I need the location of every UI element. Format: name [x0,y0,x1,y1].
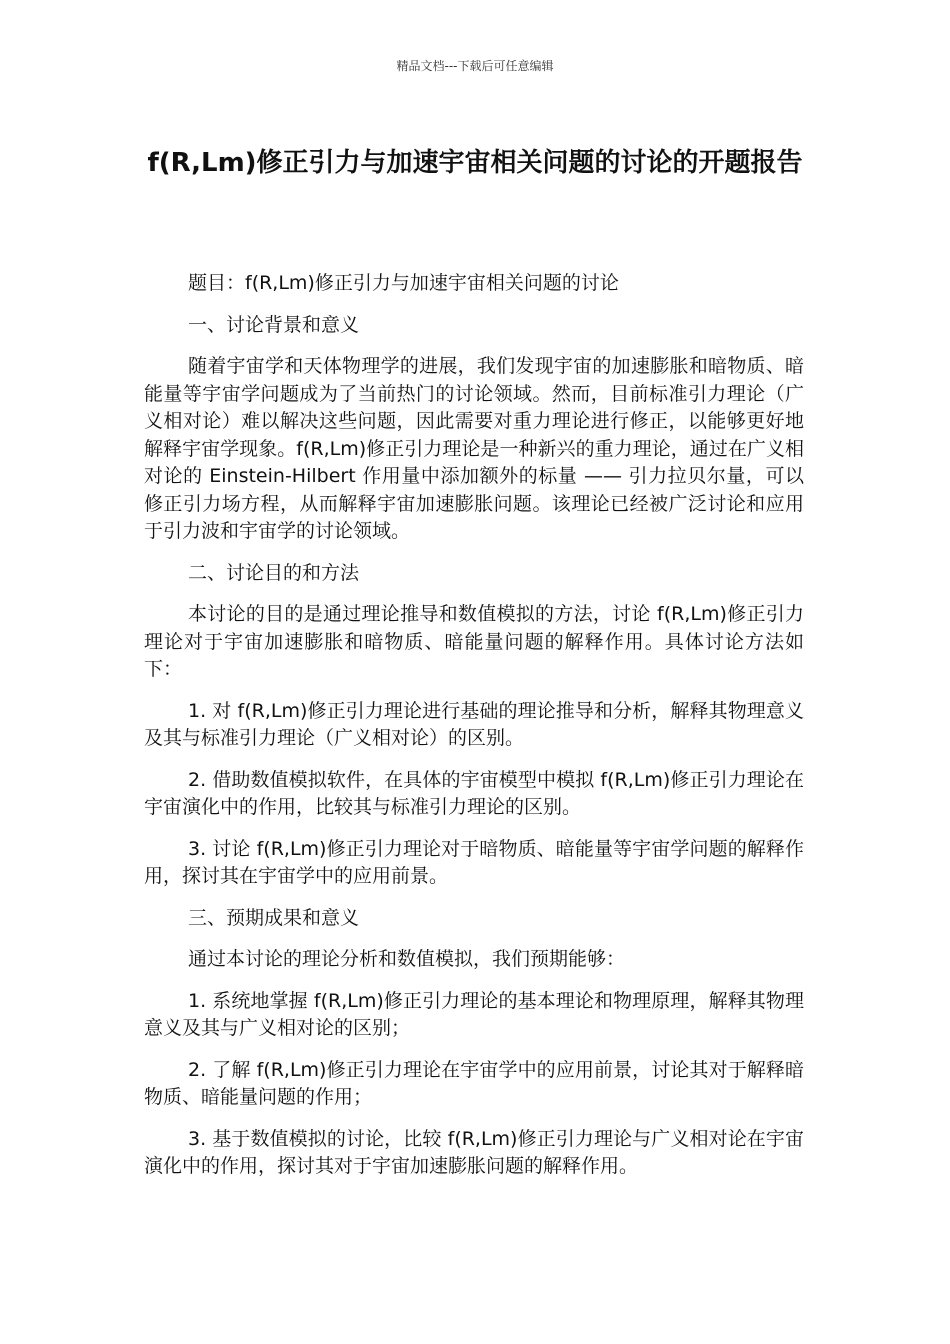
outcome-item-3: 3. 基于数值模拟的讨论，比较 f(R,Lm)修正引力理论与广义相对论在宇宙演化中的作用，探讨其对于宇宙加速膨胀问题的解释作用。 [144,1127,804,1177]
outcomes-intro: 通过本讨论的理论分析和数值模拟，我们预期能够： [188,948,626,970]
outcome-item-2: 2. 了解 f(R,Lm)修正引力理论在宇宙学中的应用前景，讨论其对于解释暗物质、暗能量问题的作用； [144,1058,804,1108]
method-item-3: 3. 讨论 f(R,Lm)修正引力理论对于暗物质、暗能量等宇宙学问题的解释作用，探讨其在宇宙学中的应用前景。 [144,837,804,887]
method-item-1: 1. 对 f(R,Lm)修正引力理论进行基础的理论推导和分析，解释其物理意义及其与标准引力理论（广义相对论）的区别。 [144,699,804,749]
background-paragraph: 随着宇宙学和天体物理学的进展，我们发现宇宙的加速膨胀和暗物质、暗能量等宇宙学问题成为了当前热门的讨论领域。然而，目前标准引力理论（广义相对论）难以解决这些问题，因此需要对重力理论进行修正，以能够更好地解释宇宙学现象。f(R,Lm)修正引力理论是一种新兴的重力理论，通过在广义相对论的 Einstein-Hilbert 作用量中添加额外的标量 —— 引力拉贝尔量，可以修正引力场方程，从而解释宇宙加速膨胀问题。该理论已经被广泛讨论和应用于引力波和宇宙学的讨论领域。 [144,355,804,542]
section-heading-background: 一、讨论背景和意义 [188,313,360,336]
section-heading-outcomes: 三、预期成果和意义 [188,906,360,929]
section-heading-purpose: 二、讨论目的和方法 [188,561,360,584]
subject-line: 题目：f(R,Lm)修正引力与加速宇宙相关问题的讨论 [188,272,619,294]
document-title: f(R,Lm)修正引力与加速宇宙相关问题的讨论的开题报告 [147,148,803,178]
header-note: 精品文档---下载后可任意编辑 [396,59,554,73]
method-item-2: 2. 借助数值模拟软件，在具体的宇宙模型中模拟 f(R,Lm)修正引力理论在宇宙演化中的作用，比较其与标准引力理论的区别。 [144,768,804,818]
document-body [144,270,804,1195]
outcome-item-1: 1. 系统地掌握 f(R,Lm)修正引力理论的基本理论和物理原理，解释其物理意义及其与广义相对论的区别； [144,989,804,1039]
purpose-paragraph: 本讨论的目的是通过理论推导和数值模拟的方法，讨论 f(R,Lm)修正引力理论对于宇宙加速膨胀和暗物质、暗能量问题的解释作用。具体讨论方法如下： [144,603,804,680]
